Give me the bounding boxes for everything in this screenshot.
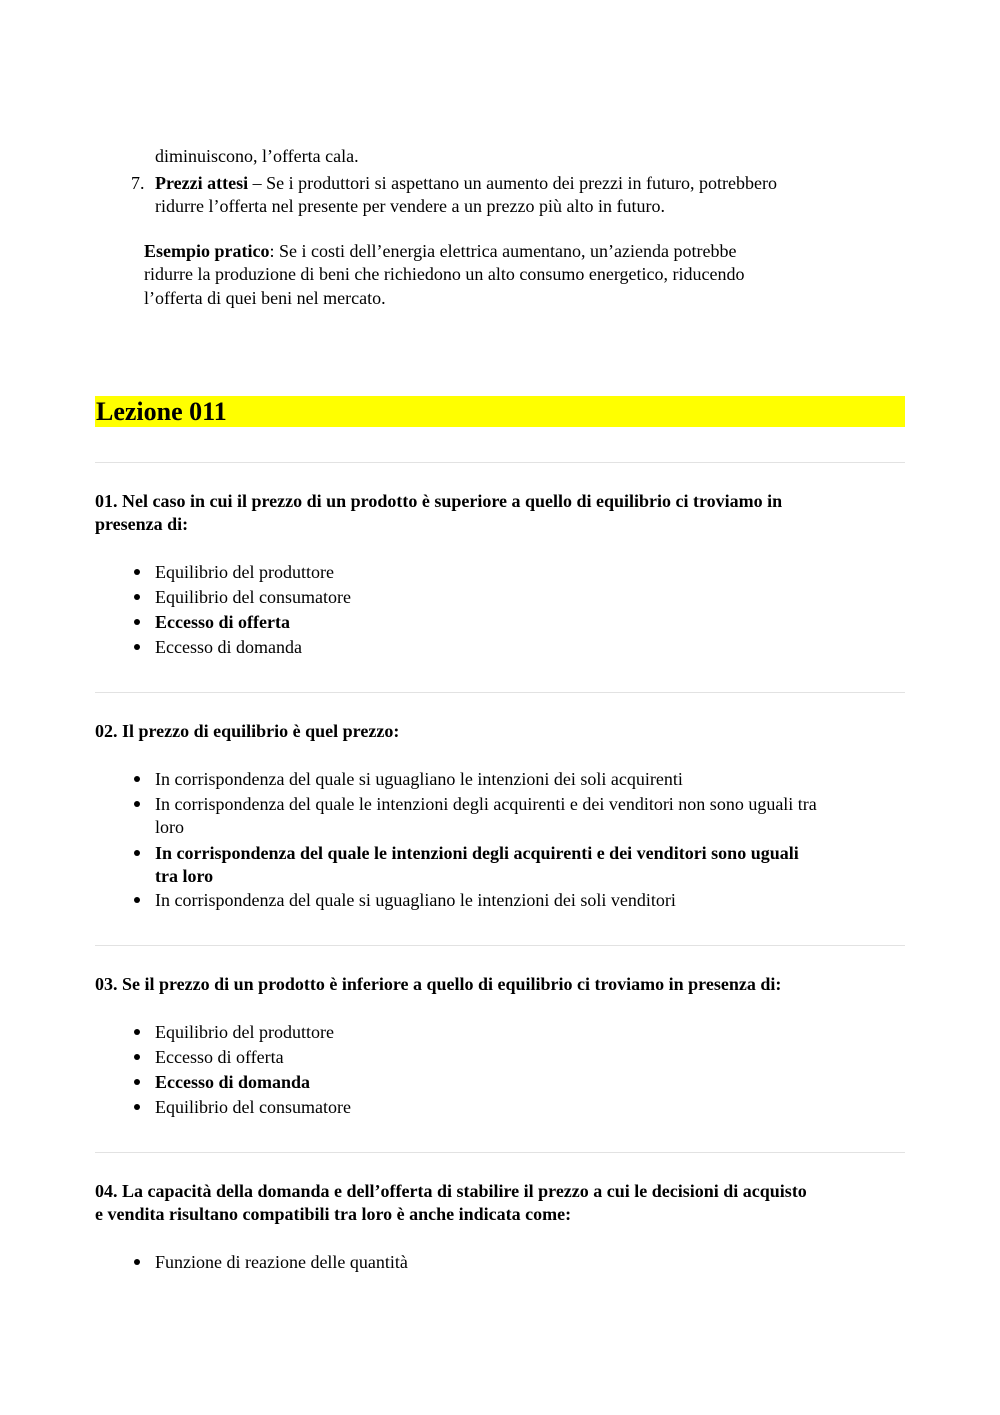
example-text: : Se i costi dell’energia elettrica aumentano, un’azienda potrebbe <box>269 241 737 261</box>
bullet-icon <box>134 619 140 625</box>
answer-option-correct: Eccesso di offerta <box>155 612 290 632</box>
answer-option: Equilibrio del consumatore <box>155 587 351 607</box>
bullet-icon <box>134 776 140 782</box>
answer-option-correct: In corrispondenza del quale le intenzioni degli acquirenti e dei venditori sono uguali <box>155 843 799 863</box>
answer-option: Equilibrio del consumatore <box>155 1097 351 1117</box>
bullet-icon <box>134 850 140 856</box>
answer-option: In corrispondenza del quale le intenzioni degli acquirenti e dei venditori non sono uguali tra <box>155 794 817 814</box>
example-term: Esempio pratico <box>144 241 270 261</box>
list-number-7: 7. <box>131 173 145 193</box>
answer-option: In corrispondenza del quale si uguagliano le intenzioni dei soli acquirenti <box>155 769 683 789</box>
question-02-line1: 02. Il prezzo di equilibrio è quel prezzo: <box>95 721 400 741</box>
answer-option: Eccesso di offerta <box>155 1047 284 1067</box>
bullet-icon <box>134 1079 140 1085</box>
bullet-icon <box>134 1029 140 1035</box>
answer-option: Funzione di reazione delle quantità <box>155 1252 408 1272</box>
bullet-icon <box>134 1104 140 1110</box>
question-04-line1: 04. La capacità della domanda e dell’offerta di stabilire il prezzo a cui le decisioni di acquisto <box>95 1181 807 1201</box>
question-04-line2: e vendita risultano compatibili tra loro è anche indicata come: <box>95 1204 572 1224</box>
divider <box>95 692 905 693</box>
bullet-icon <box>134 1054 140 1060</box>
answer-option: In corrispondenza del quale si uguagliano le intenzioni dei soli venditori <box>155 890 676 910</box>
bullet-icon <box>134 644 140 650</box>
answer-option-continuation: loro <box>155 817 184 837</box>
bullet-icon <box>134 594 140 600</box>
question-03-line1: 03. Se il prezzo di un prodotto è inferiore a quello di equilibrio ci troviamo in presenza di: <box>95 974 782 994</box>
intro-line-top: diminuiscono, l’offerta cala. <box>155 146 359 166</box>
list-item-7-term: Prezzi attesi <box>155 173 249 193</box>
answer-option: Eccesso di domanda <box>155 637 302 657</box>
answer-option: Equilibrio del produttore <box>155 562 334 582</box>
answer-option: Equilibrio del produttore <box>155 1022 334 1042</box>
example-line2: ridurre la produzione di beni che richiedono un alto consumo energetico, riducendo <box>144 264 745 284</box>
bullet-icon <box>134 801 140 807</box>
list-item-7-line2: ridurre l’offerta nel presente per vendere a un prezzo più alto in futuro. <box>155 196 665 216</box>
answer-option-correct: Eccesso di domanda <box>155 1072 311 1092</box>
lesson-heading: Lezione 011 <box>96 397 227 426</box>
question-01-line1: 01. Nel caso in cui il prezzo di un prodotto è superiore a quello di equilibrio ci troviamo in <box>95 491 783 511</box>
example-line3: l’offerta di quei beni nel mercato. <box>144 288 386 308</box>
list-item-7-text: – Se i produttori si aspettano un aumento dei prezzi in futuro, potrebbero <box>248 173 777 193</box>
divider <box>95 462 905 463</box>
divider <box>95 1152 905 1153</box>
divider <box>95 945 905 946</box>
bullet-icon <box>134 1259 140 1265</box>
bullet-icon <box>134 897 140 903</box>
list-item-7-line1 <box>155 172 777 195</box>
example-line1 <box>144 240 736 263</box>
question-01-line2: presenza di: <box>95 514 189 534</box>
bullet-icon <box>134 569 140 575</box>
answer-option-correct-continuation: tra loro <box>155 866 214 886</box>
